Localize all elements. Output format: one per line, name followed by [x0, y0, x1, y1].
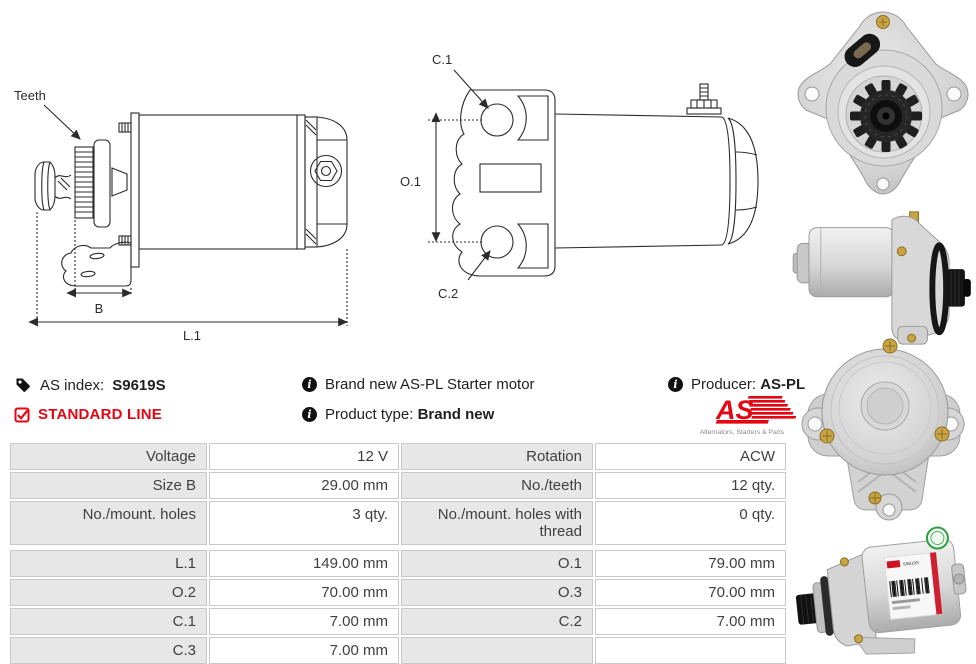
spec-label-cell: C.1 — [10, 608, 207, 635]
as-index-label: AS index: — [40, 376, 105, 394]
checkbox-checked-icon — [14, 407, 30, 423]
spec-value-cell: 12 qty. — [595, 472, 786, 499]
teeth-label: Teeth — [14, 88, 46, 103]
spec-value-cell: 149.00 mm — [209, 550, 399, 577]
product-type-label: Product type: — [325, 406, 414, 423]
logo-tagline: Alternators, Starters & Parts — [699, 429, 785, 436]
dim-l1-label: L.1 — [182, 328, 202, 343]
spec-label-cell: Size B — [10, 472, 207, 499]
spec-label-cell: No./mount. holes — [10, 501, 207, 545]
spec-value-cell: 70.00 mm — [209, 579, 399, 606]
product-photo-front-view[interactable] — [790, 2, 976, 197]
info-icon: i — [302, 407, 317, 422]
as-pl-logo — [688, 392, 796, 438]
dim-o1-label: O.1 — [400, 174, 421, 189]
product-photo-angled-view[interactable] — [790, 524, 976, 662]
spec-value-cell: 29.00 mm — [209, 472, 399, 499]
spec-label-cell: O.1 — [401, 550, 593, 577]
spec-label-cell: O.3 — [401, 579, 593, 606]
spec-label-cell: C.2 — [401, 608, 593, 635]
dim-c1-label: C.1 — [432, 52, 453, 67]
spec-label-cell: O.2 — [10, 579, 207, 606]
description-row — [302, 376, 535, 393]
spec-value-cell: 7.00 mm — [595, 608, 786, 635]
logo-text: AS — [716, 395, 754, 425]
photo-label-code: S9619S — [902, 560, 920, 567]
spec-label-cell: No./mount. holes with thread — [401, 501, 593, 545]
as-index-row — [14, 376, 166, 394]
spec-label-cell: Voltage — [10, 443, 207, 470]
product-photo-side-view[interactable] — [790, 200, 976, 350]
product-type-row — [302, 406, 494, 423]
info-icon: i — [668, 377, 683, 392]
spec-label-cell: Rotation — [401, 443, 593, 470]
technical-drawing-top-view — [398, 48, 788, 320]
spec-value-cell: 0 qty. — [595, 501, 786, 545]
spec-table — [10, 443, 786, 664]
info-icon: i — [302, 377, 317, 392]
spec-value-cell: 70.00 mm — [595, 579, 786, 606]
spec-label-cell: C.3 — [10, 637, 207, 664]
as-index-value: S9619S — [112, 376, 166, 394]
product-photo-rear-view[interactable] — [790, 332, 976, 522]
spec-label-cell — [401, 637, 593, 664]
product-type-value: Brand new — [417, 406, 495, 423]
description-text: Brand new AS-PL Starter motor — [325, 376, 535, 393]
dim-b-label: B — [94, 301, 104, 316]
spec-value-cell: 3 qty. — [209, 501, 399, 545]
spec-value-cell: 79.00 mm — [595, 550, 786, 577]
spec-value-cell — [595, 637, 786, 664]
standard-line-label: STANDARD LINE — [38, 406, 162, 423]
producer-label: Producer: — [691, 376, 757, 393]
spec-label-cell: L.1 — [10, 550, 207, 577]
spec-value-cell: 12 V — [209, 443, 399, 470]
technical-drawing-side-view — [0, 78, 385, 350]
spec-value-cell: 7.00 mm — [209, 637, 399, 664]
tag-icon — [14, 376, 32, 394]
standard-line-row — [14, 406, 162, 423]
spec-value-cell: 7.00 mm — [209, 608, 399, 635]
producer-row — [668, 376, 805, 393]
spec-label-cell: No./teeth — [401, 472, 593, 499]
dim-c2-label: C.2 — [438, 286, 459, 301]
producer-value: AS-PL — [760, 376, 806, 393]
spec-value-cell: ACW — [595, 443, 786, 470]
